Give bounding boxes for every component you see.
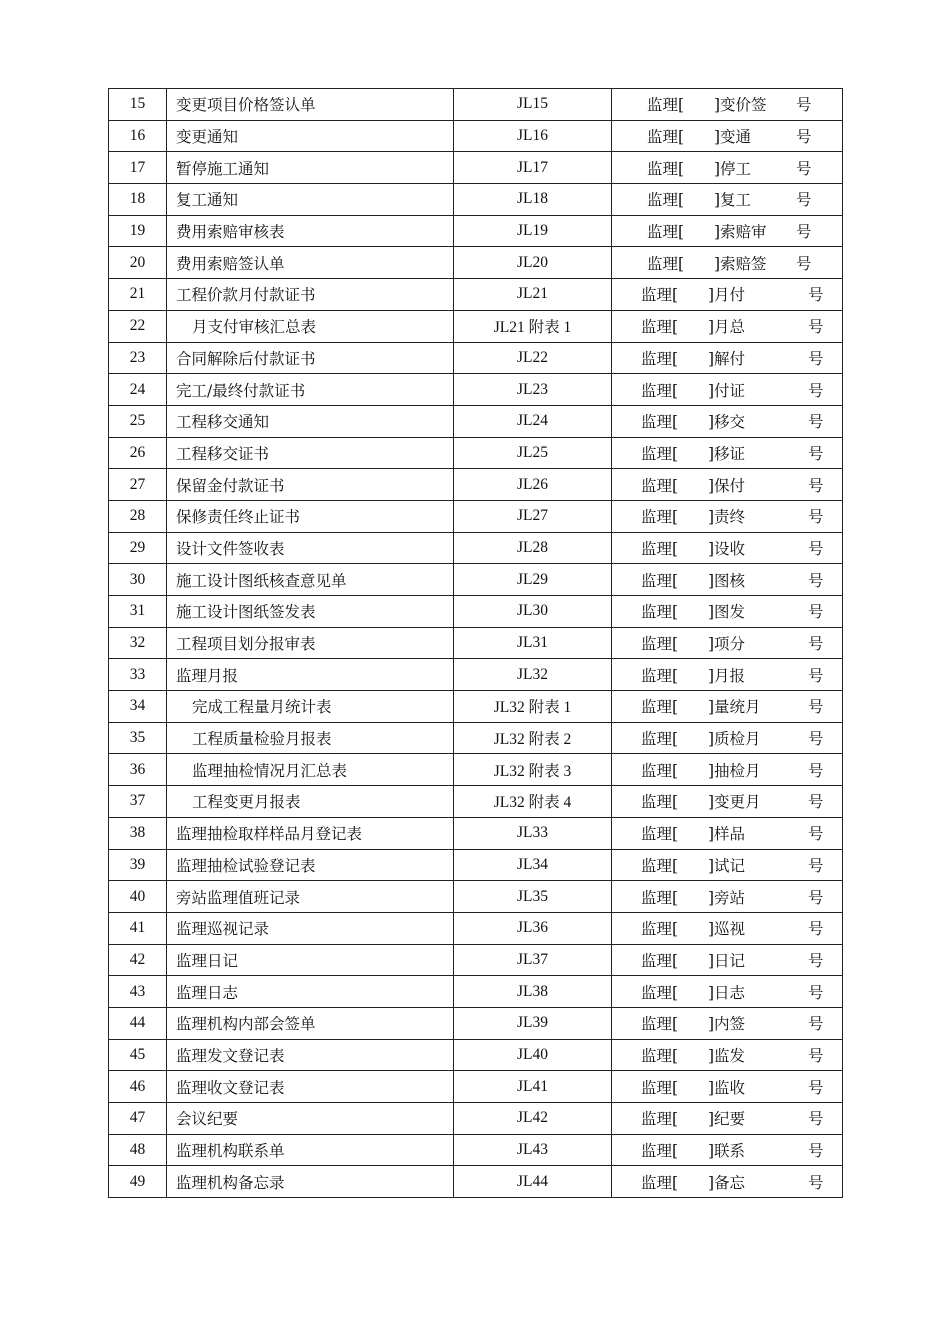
form-code: JL23: [454, 374, 612, 406]
ref-prefix: 监理[: [640, 761, 678, 780]
form-name: 工程移交通知: [167, 405, 454, 437]
row-number: 49: [109, 1166, 167, 1198]
ref-end: 号: [808, 444, 824, 463]
table-row: [109, 152, 843, 184]
form-code: JL27: [454, 500, 612, 532]
document-number-template: [612, 722, 843, 754]
row-number: 45: [109, 1039, 167, 1071]
row-number: 43: [109, 976, 167, 1008]
ref-suffix: ]监收: [708, 1078, 746, 1097]
table-row: [109, 849, 843, 881]
ref-suffix: ]责终: [708, 508, 746, 527]
form-code: JL17: [454, 152, 612, 184]
table-row: [109, 976, 843, 1008]
table-row: [109, 89, 843, 121]
form-code: JL28: [454, 532, 612, 564]
document-number-template: [612, 89, 843, 121]
form-code: JL16: [454, 120, 612, 152]
form-name: 监理机构内部会签单: [167, 1007, 454, 1039]
form-name: 监理抽检取样样品月登记表: [167, 817, 454, 849]
table-row: [109, 564, 843, 596]
row-number: 35: [109, 722, 167, 754]
form-name: 监理日志: [167, 976, 454, 1008]
ref-prefix: 监理[: [640, 698, 678, 717]
ref-suffix: ]抽检月: [708, 761, 761, 780]
ref-prefix: 监理[: [640, 983, 678, 1002]
row-number: 21: [109, 279, 167, 311]
document-number-template: [612, 405, 843, 437]
form-name: 监理巡视记录: [167, 912, 454, 944]
table-row: [109, 310, 843, 342]
ref-prefix: 监理[: [640, 635, 678, 654]
form-code: JL18: [454, 184, 612, 216]
document-number-template: [612, 1134, 843, 1166]
form-code: JL32 附表 1: [454, 691, 612, 723]
table-row: [109, 120, 843, 152]
table-row: [109, 817, 843, 849]
form-name: 监理月报: [167, 659, 454, 691]
ref-suffix: ]内签: [708, 1015, 746, 1034]
table-row: [109, 405, 843, 437]
ref-prefix: 监理[: [646, 254, 684, 273]
ref-suffix: ]停工: [714, 159, 752, 178]
ref-prefix: 监理[: [646, 191, 684, 210]
ref-end: 号: [808, 825, 824, 844]
table-row: [109, 279, 843, 311]
document-number-template: [612, 342, 843, 374]
form-code: JL26: [454, 469, 612, 501]
ref-suffix: ]变更月: [708, 793, 761, 812]
table-row: [109, 659, 843, 691]
table-row: [109, 786, 843, 818]
row-number: 34: [109, 691, 167, 723]
ref-suffix: ]复工: [714, 191, 752, 210]
ref-suffix: ]量统月: [708, 698, 761, 717]
table-row: [109, 944, 843, 976]
form-name: 变更项目价格签认单: [167, 89, 454, 121]
ref-prefix: 监理[: [640, 349, 678, 368]
form-code: JL30: [454, 596, 612, 628]
ref-end: 号: [808, 666, 824, 685]
ref-prefix: 监理[: [646, 159, 684, 178]
table-row: [109, 215, 843, 247]
form-code: JL32: [454, 659, 612, 691]
form-name: 会议纪要: [167, 1103, 454, 1135]
ref-end: 号: [808, 635, 824, 654]
ref-suffix: ]解付: [708, 349, 746, 368]
ref-end: 号: [808, 856, 824, 875]
row-number: 27: [109, 469, 167, 501]
ref-prefix: 监理[: [640, 888, 678, 907]
table-row: [109, 596, 843, 628]
form-name: 费用索赔签认单: [167, 247, 454, 279]
ref-prefix: 监理[: [640, 1078, 678, 1097]
table-row: [109, 1134, 843, 1166]
form-code: JL32 附表 3: [454, 754, 612, 786]
form-name: 保留金付款证书: [167, 469, 454, 501]
row-number: 15: [109, 89, 167, 121]
table-row: [109, 1071, 843, 1103]
ref-prefix: 监理[: [640, 793, 678, 812]
document-number-template: [612, 627, 843, 659]
table-row: [109, 247, 843, 279]
form-name: 监理日记: [167, 944, 454, 976]
form-code: JL41: [454, 1071, 612, 1103]
ref-prefix: 监理[: [640, 286, 678, 305]
form-name: 施工设计图纸核查意见单: [167, 564, 454, 596]
ref-end: 号: [808, 1046, 824, 1065]
ref-suffix: ]日志: [708, 983, 746, 1002]
ref-prefix: 监理[: [640, 1015, 678, 1034]
ref-suffix: ]保付: [708, 476, 746, 495]
ref-suffix: ]索赔签: [714, 254, 767, 273]
document-number-template: [612, 215, 843, 247]
row-number: 48: [109, 1134, 167, 1166]
document-number-template: [612, 1103, 843, 1135]
form-name: 监理抽检试验登记表: [167, 849, 454, 881]
form-code: JL15: [454, 89, 612, 121]
form-code: JL24: [454, 405, 612, 437]
ref-suffix: ]纪要: [708, 1110, 746, 1129]
document-number-template: [612, 912, 843, 944]
form-name: 变更通知: [167, 120, 454, 152]
document-number-template: [612, 247, 843, 279]
document-number-template: [612, 1071, 843, 1103]
ref-end: 号: [796, 159, 812, 178]
ref-suffix: ]移交: [708, 413, 746, 432]
form-name: 施工设计图纸签发表: [167, 596, 454, 628]
ref-end: 号: [808, 571, 824, 590]
form-code: JL20: [454, 247, 612, 279]
ref-prefix: 监理[: [640, 539, 678, 558]
document-number-template: [612, 469, 843, 501]
table-row: [109, 881, 843, 913]
table-row: [109, 691, 843, 723]
row-number: 44: [109, 1007, 167, 1039]
ref-prefix: 监理[: [640, 920, 678, 939]
table-row: [109, 912, 843, 944]
ref-prefix: 监理[: [640, 1046, 678, 1065]
ref-end: 号: [808, 1015, 824, 1034]
form-code: JL32 附表 2: [454, 722, 612, 754]
row-number: 42: [109, 944, 167, 976]
document-number-template: [612, 120, 843, 152]
ref-end: 号: [808, 793, 824, 812]
ref-prefix: 监理[: [640, 1142, 678, 1161]
table-row: [109, 342, 843, 374]
document-number-template: [612, 1039, 843, 1071]
document-number-template: [612, 532, 843, 564]
ref-prefix: 监理[: [640, 444, 678, 463]
form-code: JL21: [454, 279, 612, 311]
ref-end: 号: [796, 223, 812, 242]
table-row: [109, 627, 843, 659]
form-name: 月支付审核汇总表: [167, 310, 454, 342]
ref-end: 号: [808, 888, 824, 907]
ref-end: 号: [796, 191, 812, 210]
ref-suffix: ]变价签: [714, 96, 767, 115]
ref-prefix: 监理[: [640, 1173, 678, 1192]
form-name: 暂停施工通知: [167, 152, 454, 184]
ref-prefix: 监理[: [640, 318, 678, 337]
document-number-template: [612, 310, 843, 342]
form-name: 费用索赔审核表: [167, 215, 454, 247]
document-number-template: [612, 500, 843, 532]
document-number-template: [612, 881, 843, 913]
ref-end: 号: [808, 286, 824, 305]
form-code: JL19: [454, 215, 612, 247]
ref-prefix: 监理[: [640, 476, 678, 495]
table-body: [109, 89, 843, 1198]
form-index-table: [108, 88, 843, 1198]
row-number: 24: [109, 374, 167, 406]
ref-end: 号: [808, 761, 824, 780]
form-name: 设计文件签收表: [167, 532, 454, 564]
row-number: 46: [109, 1071, 167, 1103]
document-number-template: [612, 817, 843, 849]
table-row: [109, 532, 843, 564]
form-code: JL32 附表 4: [454, 786, 612, 818]
form-code: JL40: [454, 1039, 612, 1071]
row-number: 37: [109, 786, 167, 818]
form-name: 监理机构联系单: [167, 1134, 454, 1166]
row-number: 23: [109, 342, 167, 374]
document-number-template: [612, 152, 843, 184]
form-name: 监理发文登记表: [167, 1039, 454, 1071]
row-number: 32: [109, 627, 167, 659]
ref-suffix: ]月总: [708, 318, 746, 337]
form-code: JL39: [454, 1007, 612, 1039]
document-number-template: [612, 437, 843, 469]
form-name: 合同解除后付款证书: [167, 342, 454, 374]
table-row: [109, 1166, 843, 1198]
ref-prefix: 监理[: [646, 128, 684, 147]
ref-suffix: ]日记: [708, 951, 746, 970]
ref-prefix: 监理[: [640, 508, 678, 527]
form-code: JL42: [454, 1103, 612, 1135]
ref-suffix: ]变通: [714, 128, 752, 147]
ref-prefix: 监理[: [640, 413, 678, 432]
document-number-template: [612, 659, 843, 691]
row-number: 47: [109, 1103, 167, 1135]
form-name: 工程项目划分报审表: [167, 627, 454, 659]
ref-suffix: ]月付: [708, 286, 746, 305]
ref-prefix: 监理[: [640, 666, 678, 685]
ref-end: 号: [808, 730, 824, 749]
ref-end: 号: [796, 128, 812, 147]
table-row: [109, 1103, 843, 1135]
form-name: 监理抽检情况月汇总表: [167, 754, 454, 786]
document-number-template: [612, 596, 843, 628]
table-row: [109, 469, 843, 501]
document-number-template: [612, 1007, 843, 1039]
ref-prefix: 监理[: [646, 223, 684, 242]
row-number: 30: [109, 564, 167, 596]
table-row: [109, 1007, 843, 1039]
row-number: 26: [109, 437, 167, 469]
ref-end: 号: [796, 96, 812, 115]
ref-prefix: 监理[: [640, 381, 678, 400]
ref-end: 号: [808, 1142, 824, 1161]
ref-prefix: 监理[: [640, 825, 678, 844]
ref-suffix: ]设收: [708, 539, 746, 558]
ref-suffix: ]备忘: [708, 1173, 746, 1192]
ref-suffix: ]质检月: [708, 730, 761, 749]
table-row: [109, 1039, 843, 1071]
document-number-template: [612, 374, 843, 406]
ref-prefix: 监理[: [640, 603, 678, 622]
form-name: 监理机构备忘录: [167, 1166, 454, 1198]
ref-suffix: ]图发: [708, 603, 746, 622]
ref-prefix: 监理[: [640, 856, 678, 875]
ref-prefix: 监理[: [640, 571, 678, 590]
row-number: 31: [109, 596, 167, 628]
ref-prefix: 监理[: [640, 730, 678, 749]
ref-end: 号: [808, 508, 824, 527]
form-name: 旁站监理值班记录: [167, 881, 454, 913]
document-number-template: [612, 184, 843, 216]
ref-prefix: 监理[: [640, 951, 678, 970]
ref-end: 号: [808, 1173, 824, 1192]
row-number: 16: [109, 120, 167, 152]
ref-suffix: ]月报: [708, 666, 746, 685]
ref-end: 号: [808, 413, 824, 432]
ref-suffix: ]样品: [708, 825, 746, 844]
form-code: JL34: [454, 849, 612, 881]
form-name: 完成工程量月统计表: [167, 691, 454, 723]
ref-end: 号: [808, 1078, 824, 1097]
ref-prefix: 监理[: [640, 1110, 678, 1129]
form-name: 工程价款月付款证书: [167, 279, 454, 311]
document-number-template: [612, 564, 843, 596]
ref-suffix: ]项分: [708, 635, 746, 654]
ref-suffix: ]联系: [708, 1142, 746, 1161]
row-number: 41: [109, 912, 167, 944]
table-row: [109, 754, 843, 786]
ref-end: 号: [808, 1110, 824, 1129]
form-code: JL31: [454, 627, 612, 659]
row-number: 19: [109, 215, 167, 247]
form-code: JL44: [454, 1166, 612, 1198]
ref-end: 号: [808, 920, 824, 939]
ref-suffix: ]图核: [708, 571, 746, 590]
table-row: [109, 437, 843, 469]
row-number: 38: [109, 817, 167, 849]
document-number-template: [612, 849, 843, 881]
ref-suffix: ]旁站: [708, 888, 746, 907]
ref-end: 号: [796, 254, 812, 273]
row-number: 33: [109, 659, 167, 691]
ref-suffix: ]试记: [708, 856, 746, 875]
row-number: 28: [109, 500, 167, 532]
document-number-template: [612, 944, 843, 976]
form-code: JL36: [454, 912, 612, 944]
ref-suffix: ]巡视: [708, 920, 746, 939]
form-name: 工程质量检验月报表: [167, 722, 454, 754]
row-number: 25: [109, 405, 167, 437]
row-number: 22: [109, 310, 167, 342]
ref-end: 号: [808, 603, 824, 622]
row-number: 18: [109, 184, 167, 216]
table-row: [109, 500, 843, 532]
ref-end: 号: [808, 698, 824, 717]
form-name: 完工/最终付款证书: [167, 374, 454, 406]
form-code: JL33: [454, 817, 612, 849]
ref-prefix: 监理[: [646, 96, 684, 115]
form-code: JL37: [454, 944, 612, 976]
row-number: 39: [109, 849, 167, 881]
row-number: 29: [109, 532, 167, 564]
table-row: [109, 722, 843, 754]
form-name: 工程变更月报表: [167, 786, 454, 818]
document-number-template: [612, 754, 843, 786]
row-number: 20: [109, 247, 167, 279]
document-number-template: [612, 976, 843, 1008]
ref-end: 号: [808, 951, 824, 970]
ref-suffix: ]付证: [708, 381, 746, 400]
document-number-template: [612, 691, 843, 723]
form-name: 保修责任终止证书: [167, 500, 454, 532]
ref-end: 号: [808, 476, 824, 495]
table-row: [109, 374, 843, 406]
ref-end: 号: [808, 318, 824, 337]
ref-suffix: ]索赔审: [714, 223, 767, 242]
document-number-template: [612, 786, 843, 818]
row-number: 36: [109, 754, 167, 786]
form-code: JL29: [454, 564, 612, 596]
ref-end: 号: [808, 983, 824, 1002]
ref-suffix: ]监发: [708, 1046, 746, 1065]
ref-suffix: ]移证: [708, 444, 746, 463]
document-number-template: [612, 279, 843, 311]
form-code: JL35: [454, 881, 612, 913]
form-name: 监理收文登记表: [167, 1071, 454, 1103]
table-row: [109, 184, 843, 216]
ref-end: 号: [808, 381, 824, 400]
form-name: 复工通知: [167, 184, 454, 216]
ref-end: 号: [808, 539, 824, 558]
form-code: JL43: [454, 1134, 612, 1166]
document-number-template: [612, 1166, 843, 1198]
row-number: 40: [109, 881, 167, 913]
form-name: 工程移交证书: [167, 437, 454, 469]
row-number: 17: [109, 152, 167, 184]
form-code: JL22: [454, 342, 612, 374]
form-code: JL25: [454, 437, 612, 469]
ref-end: 号: [808, 349, 824, 368]
form-code: JL38: [454, 976, 612, 1008]
form-code: JL21 附表 1: [454, 310, 612, 342]
